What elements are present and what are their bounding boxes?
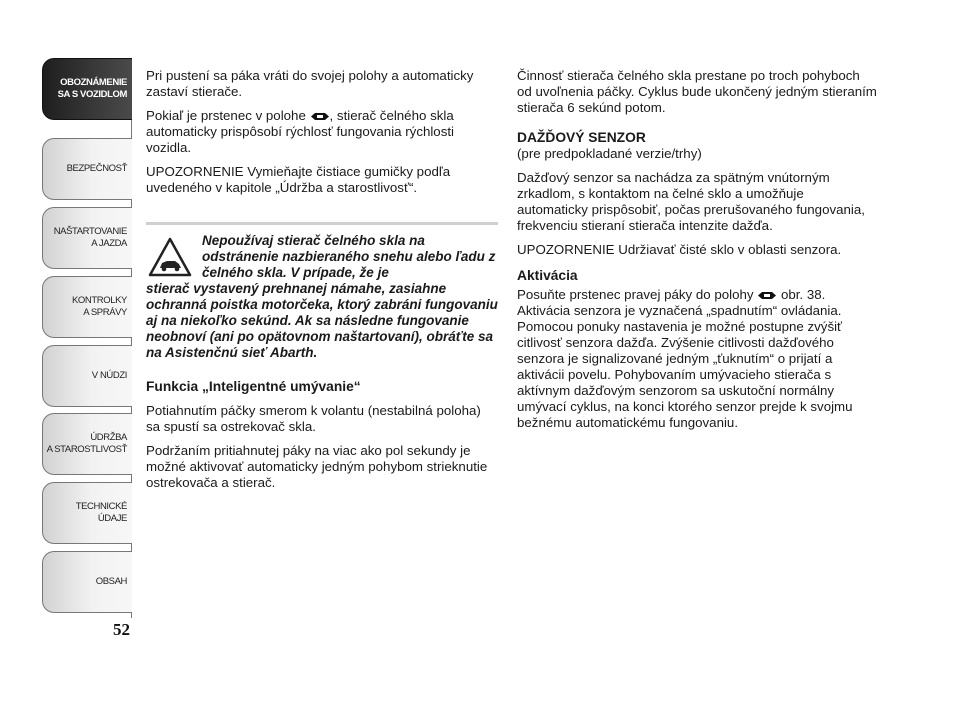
auto-position-icon bbox=[310, 112, 330, 121]
tab-udrzba[interactable] bbox=[42, 413, 132, 475]
tab-label-line1: KONTROLKY bbox=[72, 295, 127, 306]
tab-label-line1: TECHNICKÉ bbox=[75, 501, 127, 512]
paragraph-text: Pokiaľ je prstenec v polohe bbox=[146, 108, 306, 123]
paragraph: Podržaním pritiahnutej páky na viac ako pol sekundy je možné aktivovať automaticky jedným pohybom strieknutie ostrekovača a stierač. bbox=[146, 443, 488, 490]
tab-label-line2: A SPRÁVY bbox=[83, 307, 127, 318]
tab-technicke-udaje[interactable] bbox=[42, 482, 132, 544]
tab-oboznamenie[interactable] bbox=[42, 58, 132, 120]
paragraph: Dažďový senzor sa nachádza za spätným vnútorným zrkadlom, s kontaktom na čelné sklo a umožňuje automaticky prispôsobiť, počas prerušovaného fungovania, frekvenciu stieraní stierača intenzite dažďa. bbox=[517, 170, 865, 233]
paragraph: Pri pustení sa páka vráti do svojej polohy a automaticky zastaví stierače. bbox=[146, 68, 474, 99]
warning-box bbox=[146, 233, 498, 361]
tab-label-line2: A JAZDA bbox=[91, 238, 127, 249]
paragraph: UPOZORNENIE Udržiavať čisté sklo v oblasti senzora. bbox=[517, 242, 842, 257]
paragraph: Činnosť stierača čelného skla prestane po troch pohyboch od uvoľnenia páčky. Cyklus bude ukončený jedným stieraním stierača 6 sekúnd potom. bbox=[517, 68, 877, 115]
tab-label-line1: OBSAH bbox=[95, 576, 127, 587]
paragraph bbox=[146, 108, 498, 156]
section-heading: DAŽĎOVÝ SENZOR bbox=[517, 130, 646, 145]
auto-position-icon bbox=[757, 291, 777, 300]
tab-bezpecnost[interactable] bbox=[42, 138, 132, 200]
tab-nastartovanie[interactable] bbox=[42, 207, 132, 269]
warning-car-icon bbox=[148, 237, 192, 277]
tab-label-line2: ÚDAJE bbox=[97, 513, 127, 524]
paragraph-text: , stierač čelného skla automaticky prispôsobí rýchlosť fungovania rýchlosti vozidla. bbox=[146, 108, 455, 155]
section-heading: Aktivácia bbox=[517, 268, 578, 283]
paragraph: UPOZORNENIE Vymieňajte čistiace gumičky podľa uvedeného v kapitole „Údržba a starostlivosť“. bbox=[146, 164, 451, 195]
tab-v-nudzi[interactable] bbox=[42, 345, 132, 407]
divider bbox=[146, 222, 498, 225]
warning-text-rest: stierač vystavený prehnanej námahe, zasiahne ochranná poistka motorčeka, ktorý zabráni fungovaniu aj na niekoľko sekúnd. Ak sa následne fungovanie neobnoví (ani po opätovnom naštartovaní), obráťte sa na Asistenčnú sieť Abarth. bbox=[146, 281, 498, 360]
tab-label-line1: NAŠTARTOVANIE bbox=[53, 226, 127, 237]
tab-kontrolky[interactable] bbox=[42, 276, 132, 338]
tab-label-line2: A STAROSTLIVOSŤ bbox=[46, 444, 127, 455]
tab-label-line2: SA S VOZIDLOM bbox=[57, 89, 127, 100]
tab-obsah[interactable] bbox=[42, 551, 132, 613]
right-column bbox=[517, 68, 877, 439]
tab-label-line1: BEZPEČNOSŤ bbox=[66, 163, 127, 174]
tab-label-line1: ÚDRŽBA bbox=[90, 432, 127, 443]
paragraph-text: obr. 38. Aktivácia senzora je vyznačená „spadnutím“ ovládania. Pomocou ponuky nastavenia je možné postupne zvýšiť citlivosť senzora dažďa. Zvýšenie citlivosti dažďového senzora je signalizované jedným „ťuknutím“ o prijatí a aktivácii povelu. Pohybovaním umývacieho stierača s aktívnym dažďovým senzorom sa uskutoční normálny umývací cyklus, na konci ktorého senzor prejde k svojmu bežnému automatickému fungovaniu. bbox=[517, 287, 853, 430]
subheading: (pre predpokladané verzie/trhy) bbox=[517, 146, 702, 161]
paragraph bbox=[517, 287, 877, 431]
section-heading: Funkcia „Inteligentné umývanie“ bbox=[146, 379, 361, 394]
paragraph: Potiahnutím páčky smerom k volantu (nestabilná poloha) sa spustí sa ostrekovač skla. bbox=[146, 403, 481, 434]
page-number: 52 bbox=[113, 620, 130, 639]
paragraph-text: Posuňte prstenec pravej páky do polohy bbox=[517, 287, 754, 302]
warning-text-first: Nepoužívaj stierač čelného skla na odstránenie nazbieraného snehu alebo ľadu z čelného skla. V prípade, že je bbox=[202, 233, 496, 280]
tab-label-line1: OBOZNÁMENIE bbox=[60, 77, 127, 88]
left-column bbox=[146, 68, 498, 499]
tab-label-line1: V NÚDZI bbox=[91, 370, 127, 381]
